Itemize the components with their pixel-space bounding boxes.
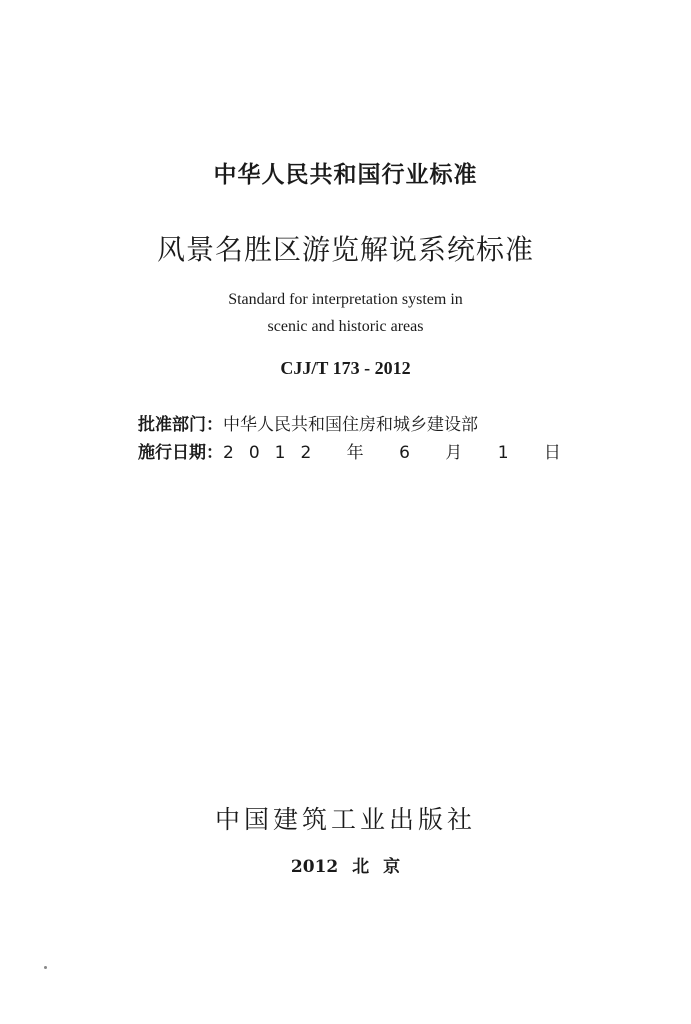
publisher-name: 中国建筑工业出版社 <box>214 805 476 834</box>
approval-department-label: 批准部门： <box>138 415 223 435</box>
publication-year-place: 2012 北 京 <box>290 857 401 877</box>
title-english <box>0 286 691 340</box>
effective-date-value: 2012 年 6 月 1 日 <box>223 443 576 463</box>
effective-date-row <box>138 438 576 463</box>
title-english-line-2: scenic and historic areas <box>267 318 424 335</box>
title-chinese: 风景名胜区游览解说系统标准 <box>156 233 534 266</box>
standard-category: 中华人民共和国行业标准 <box>213 162 478 188</box>
approval-department-value: 中华人民共和国住房和城乡建设部 <box>223 415 478 435</box>
approval-department-row <box>138 410 478 435</box>
scan-speck <box>44 966 47 969</box>
title-english-line-1: Standard for interpretation system in <box>228 291 463 308</box>
standard-code: CJJ/T 173 - 2012 <box>280 358 411 378</box>
effective-date-label: 施行日期： <box>138 443 223 463</box>
